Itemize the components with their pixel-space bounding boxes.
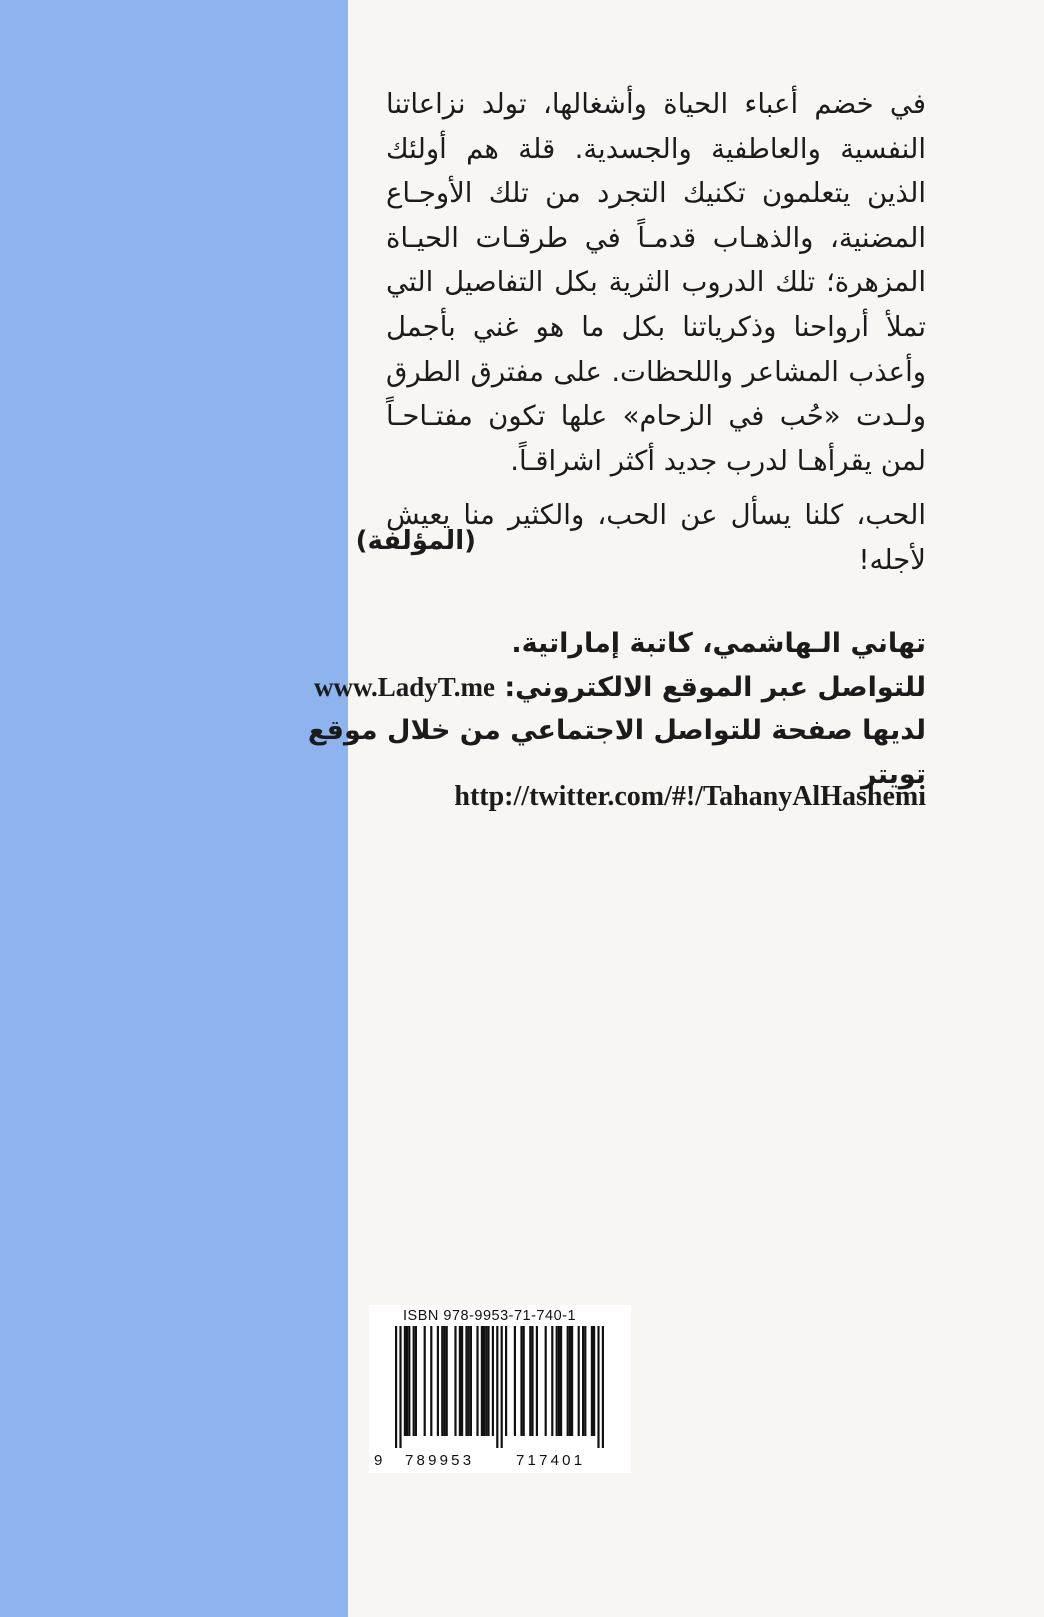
barcode-bar — [441, 1326, 443, 1436]
barcode-bars — [369, 1324, 631, 1454]
social-line: لديها صفحة للتواصل الاجتماعي من خلال موقع — [307, 715, 926, 746]
barcode-bar — [461, 1326, 463, 1436]
website-link[interactable]: www.LadyT.me — [313, 671, 495, 702]
barcode-bar — [408, 1326, 410, 1436]
barcode-bar — [551, 1326, 553, 1436]
blurb-text — [386, 82, 926, 583]
barcode-bar — [571, 1326, 573, 1436]
barcode-bar — [483, 1326, 485, 1436]
barcode-bar — [437, 1326, 439, 1436]
barcode-bar — [406, 1326, 408, 1436]
barcode-guard-bar — [395, 1326, 397, 1448]
author-name-line: تهاني الـهاشمي، كاتبة إماراتية. — [511, 628, 926, 659]
barcode-bar — [468, 1326, 470, 1436]
barcode-bar — [492, 1326, 494, 1436]
barcode-bar — [415, 1326, 417, 1436]
barcode-bar — [558, 1326, 560, 1436]
barcode-bar — [443, 1326, 445, 1436]
website-line — [313, 666, 926, 710]
barcode-bar — [505, 1326, 507, 1436]
barcode-guard-bar — [597, 1326, 599, 1448]
barcode-bar — [593, 1326, 595, 1436]
barcode-bar — [591, 1326, 593, 1436]
blurb-paragraph-1: في خضم أعباء الحياة وأشغالها، تولد نزاعاتنا النفسية والعاطفية والجسدية. قلة هم أولئك الذين يتعلمون تكنيك التجرد من تلك الأوجـاع المضنية، والذهـاب قدمـاً في طرقـات الحيـاة المزهرة؛ تلك الدروب الثرية بكل التفاصيل التي تملأ أرواحنا وذكرياتنا بكل ما هو غني بأجمل وأعذب المشاعر واللحظات. على مفترق الطرق ولـدت «حُب في الزحام» علها تكون مفتـاحـاً لمن يقرأهـا لدرب جديد أكثر اشراقـاً. — [386, 88, 926, 477]
twitter-link[interactable]: http://twitter.com/#!/TahanyAlHashemi — [454, 781, 926, 812]
barcode-bar — [485, 1326, 487, 1436]
barcode-guard-bar — [399, 1326, 401, 1448]
barcode-bar — [520, 1326, 522, 1436]
barcode-bar — [514, 1326, 516, 1436]
barcode-right-digits: 717401 — [516, 1452, 586, 1469]
barcode-bar — [476, 1326, 478, 1436]
twitter-label: تويتر — [860, 758, 926, 790]
barcode-bar — [582, 1326, 584, 1436]
website-label: للتواصل عبر الموقع الالكتروني: — [504, 671, 926, 703]
barcode-bar — [569, 1326, 571, 1436]
barcode-bar — [556, 1326, 558, 1436]
barcode-bar — [523, 1326, 525, 1436]
barcode-bar — [531, 1326, 533, 1436]
barcode-left-digits: 789953 — [405, 1452, 475, 1469]
blurb-paragraph-2: الحب، كلنا يسأل عن الحب، والكثير منا يعيش لأجله! — [386, 499, 926, 576]
barcode-guard-bar — [501, 1326, 503, 1448]
barcode-bar — [584, 1326, 586, 1436]
barcode-bar — [536, 1326, 538, 1436]
barcode-guard-bar — [496, 1326, 498, 1448]
barcode-bar — [560, 1326, 562, 1436]
barcode-bar — [454, 1326, 456, 1436]
barcode-bar — [529, 1326, 531, 1436]
barcode-bar — [424, 1326, 426, 1436]
barcode-bar — [578, 1326, 580, 1436]
barcode-bar — [413, 1326, 415, 1436]
author-bio — [307, 622, 926, 796]
barcode-bar — [404, 1326, 406, 1436]
author-signature: (المؤلفة) — [355, 526, 476, 556]
barcode-lead-digit: 9 — [374, 1452, 386, 1469]
isbn-label: ISBN 978-9953-71-740-1 — [403, 1308, 577, 1324]
barcode-bar — [545, 1326, 547, 1436]
barcode-guard-bar — [602, 1326, 604, 1448]
barcode-bar — [481, 1326, 483, 1436]
barcode-bar — [465, 1326, 467, 1436]
barcode-bar — [567, 1326, 569, 1436]
blue-spine-band — [0, 0, 348, 1617]
barcode-bar — [487, 1326, 489, 1436]
barcode-bar — [470, 1326, 472, 1436]
barcode-bar — [446, 1326, 448, 1436]
barcode-bar — [430, 1326, 432, 1436]
barcode-bar — [459, 1326, 461, 1436]
